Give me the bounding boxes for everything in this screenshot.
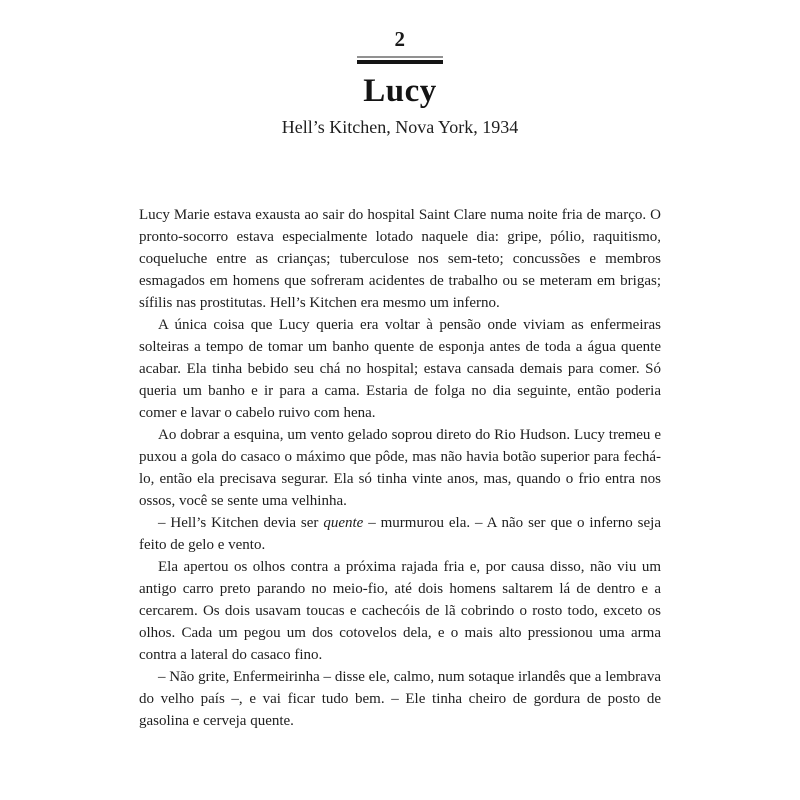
- dialogue-text-before-italic: – Hell’s Kitchen devia ser: [158, 515, 324, 531]
- paragraph-3: Ao dobrar a esquina, um vento gelado soprou direto do Rio Hudson. Lucy tremeu e puxou a gola do casaco o máximo que pôde, mas não havia botão superior para fechá-lo, então ela precisava segurar. Ela só tinha vinte anos, mas, quando o frio entra nos ossos, você se sente uma velhinha.: [139, 427, 661, 509]
- dialogue-italic-word: quente: [323, 515, 364, 531]
- paragraph-4-dialogue: [139, 512, 661, 556]
- paragraph-1: Lucy Marie estava exausta ao sair do hospital Saint Clare numa noite fria de março. O pronto-socorro estava especialmente lotado naquele dia: gripe, pólio, raquitismo, coqueluche entre as crianças; tuberculose nos sem-teto; concussões e membros esmagados em homens que sofreram acidentes de trabalho ou se meteram em brigas; sífilis nas prostitutas. Hell’s Kitchen era mesmo um inferno.: [139, 207, 661, 311]
- chapter-rule: [357, 56, 443, 64]
- body-text: [139, 204, 661, 732]
- chapter-header: [0, 0, 800, 138]
- chapter-number: 2: [394, 27, 406, 51]
- chapter-subtitle: Hell’s Kitchen, Nova York, 1934: [281, 117, 519, 137]
- chapter-rule-thick-line: [357, 60, 443, 64]
- paragraph-2: A única coisa que Lucy queria era voltar à pensão onde viviam as enfermeiras solteiras a tempo de tomar um banho quente de esponja antes de toda a água quente acabar. Ela tinha bebido seu chá no hospital; estava cansada demais para comer. Só queria um banho e ir para a cama. Estaria de folga no dia seguinte, então poderia comer e lavar o cabelo ruivo com hena.: [139, 317, 661, 421]
- dialogue-text-after-italic: – murmurou ela. – A não ser que o inferno seja feito de gelo e vento.: [139, 515, 661, 553]
- chapter-rule-thin-line: [357, 56, 443, 58]
- paragraph-5: Ela apertou os olhos contra a próxima rajada fria e, por causa disso, não viu um antigo carro preto parando no meio-fio, até dois homens saltarem lá de dentro e a cercarem. Os dois usavam toucas e cachecóis de lã cobrindo o rosto todo, exceto os olhos. Cada um pegou um dos cotovelos dela, e o mais alto pressionou uma arma contra a lateral do casaco fino.: [139, 559, 661, 663]
- chapter-title: Lucy: [363, 73, 437, 109]
- paragraph-6-dialogue: – Não grite, Enfermeirinha – disse ele, calmo, num sotaque irlandês que a lembrava do velho país –, e vai ficar tudo bem. – Ele tinha cheiro de gordura de posto de gasolina e cerveja quente.: [139, 669, 661, 729]
